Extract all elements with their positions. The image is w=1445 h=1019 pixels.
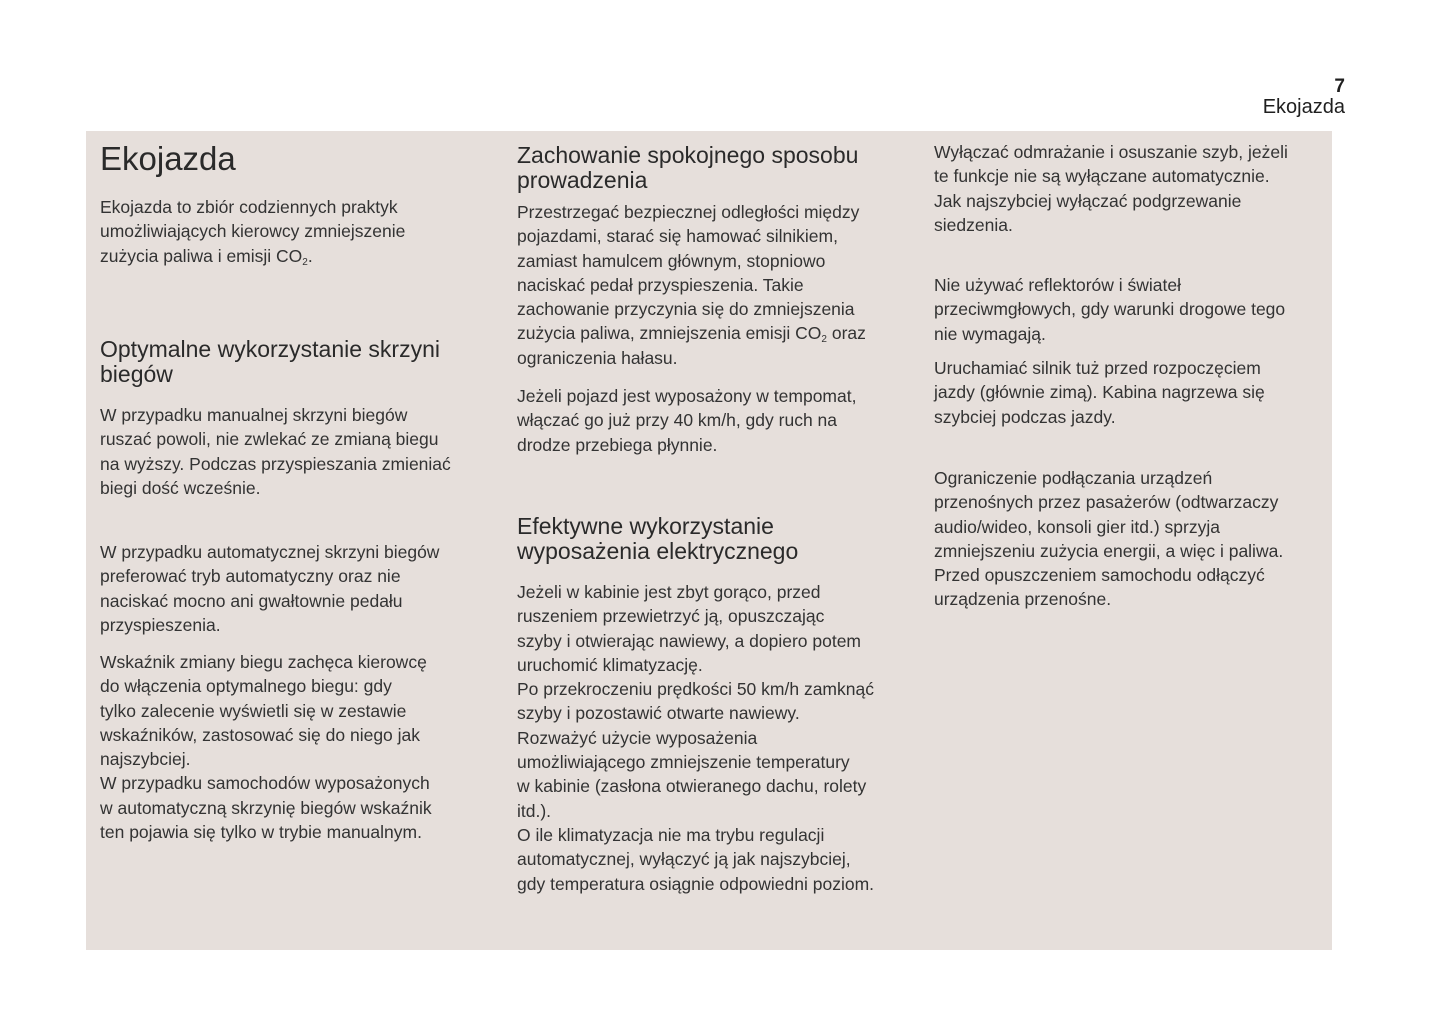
paragraph-portable-devices: Ograniczenie podłączania urządzeń przenośnych przez pasażerów (odtwarzaczy audio/wideo, konsoli gier itd.) sprzyja zmniejszeniu zużycia energii, a więc i paliwa. Przed opuszczeniem samochodu odłączyć urządzenia przenośne. [934,468,1284,610]
heading-calm-driving: Zachowanie spokojnego sposobu prowadzenia [517,142,859,193]
paragraph-gear-indicator: Wskaźnik zmiany biegu zachęca kierowcę do włączenia optymalnego biegu: gdy tylko zalecenie wyświetli się w zestawie wskaźników, zastosować się do niego jak najszybciej. W przypadku samochodów wyposażonych w automatyczną skrzynię biegów wskaźnik ten pojawia się tylko w trybie manualnym. [100,652,432,843]
page-title: Ekojazda [100,140,236,177]
safe-distance-text: Przestrzegać bezpiecznej odległości między pojazdami, starać się hamować silnikiem, zamiast hamulcem głównym, stopniowo naciskać pedał przyspieszenia. Takie zachowanie przyczynia się do zmniejszenia zużycia paliwa, zmniejszenia emisji CO [517,202,860,344]
paragraph-safe-distance [517,200,866,370]
paragraph-fog-lights: Nie używać reflektorów i świateł przeciwmgłowych, gdy warunki drogowe tego nie wymagają. [934,275,1286,344]
page-number: 7 [1334,76,1345,97]
heading-electrical-equipment: Efektywne wykorzystanie wyposażenia elektrycznego [517,513,799,564]
intro-text: Ekojazda to zbiór codziennych praktyk umożliwiających kierowcy zmniejszenie zużycia paliwa i emisji CO [100,197,406,266]
paragraph-automatic-gearbox: W przypadku automatycznej skrzyni biegów preferować tryb automatyczny oraz nie naciskać mocno ani gwałtownie pedału przyspieszenia. [100,542,440,635]
intro-text-end: . [307,245,313,266]
paragraph-engine-start: Uruchamiać silnik tuż przed rozpoczęciem jazdy (głównie zimą). Kabina nagrzewa się szybciej podczas jazdy. [934,358,1265,427]
content-panel [86,131,1332,950]
co2-subscript: 2 [302,256,308,268]
intro-paragraph [100,195,405,268]
heading-gearbox: Optymalne wykorzystanie skrzyni biegów [100,336,440,387]
paragraph-cruise-control: Jeżeli pojazd jest wyposażony w tempomat, włączać go już przy 40 km/h, gdy ruch na drodze przebiega płynnie. [517,386,857,455]
paragraph-manual-gearbox: W przypadku manualnej skrzyni biegów ruszać powoli, nie zwlekać ze zmianą biegu na wyższy. Podczas przyspieszania zmieniać biegi dość wcześnie. [100,405,451,498]
paragraph-air-conditioning: Jeżeli w kabinie jest zbyt gorąco, przed ruszeniem przewietrzyć ją, opuszczając szyby i otwierając nawiewy, a dopiero potem uruchomić klimatyzację. Po przekroczeniu prędkości 50 km/h zamknąć szyby i pozostawić otwarte nawiewy. Rozważyć użycie wyposażenia umożliwiającego zmniejszenie temperatury w kabinie (zasłona otwieranego dachu, rolety itd.). O ile klimatyzacja nie ma trybu regulacji automatycznej, wyłączyć ją jak najszybciej, gdy temperatura osiągnie odpowiedni poziom. [517,582,875,894]
paragraph-defrost: Wyłączać odmrażanie i osuszanie szyb, jeżeli te funkcje nie są wyłączane automatycznie. Jak najszybciej wyłączać podgrzewanie siedzenia. [934,142,1288,235]
co2-subscript: 2 [821,334,827,346]
safe-distance-text-end: oraz ograniczenia hałasu. [517,323,866,368]
page-section-title: Ekojazda [1262,96,1345,118]
